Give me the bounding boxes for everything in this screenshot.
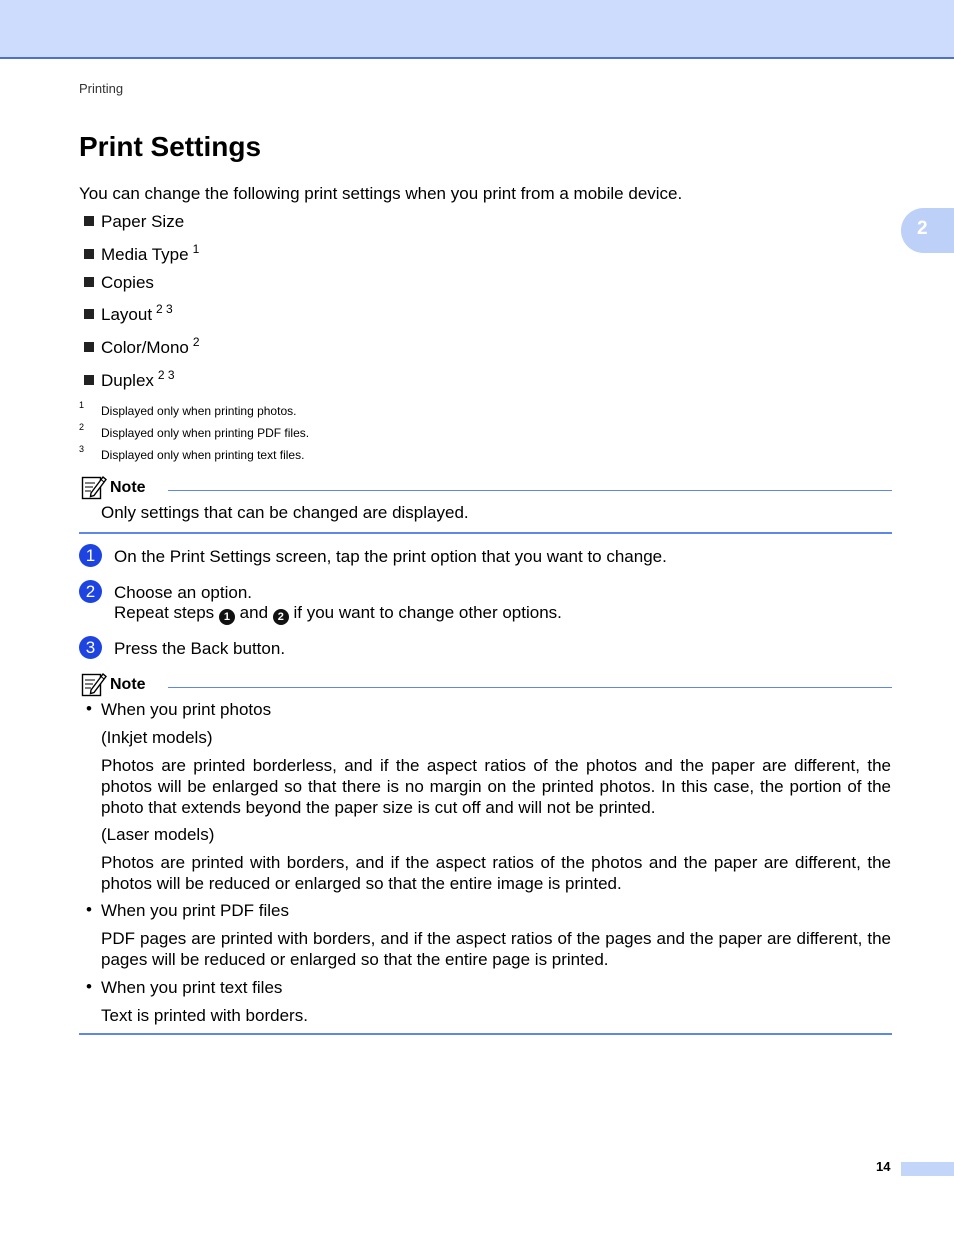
note-bullet-heading: When you print text files xyxy=(101,978,283,997)
note-pencil-icon xyxy=(81,474,107,500)
step-subtext-mid: and xyxy=(239,603,269,622)
footnote-ref: 2 3 xyxy=(156,302,173,316)
step-subtext xyxy=(114,602,562,625)
step-ref-icon[interactable]: 2 xyxy=(273,609,289,625)
bullet-dot: • xyxy=(86,977,92,996)
setting-label: Media Type xyxy=(101,245,189,264)
note-pencil-icon xyxy=(81,671,107,697)
footnote-ref: 2 xyxy=(192,335,200,349)
footnote-number: 2 xyxy=(79,422,85,432)
note-divider xyxy=(168,687,892,688)
step-text: Choose an option. xyxy=(114,583,252,602)
step-number: 1 xyxy=(79,544,102,567)
chapter-number: 2 xyxy=(917,218,928,239)
note-paragraph: Photos are printed borderless, and if the aspect ratios of the photos and the paper are different, the photos will be enlarged so that there is no margin on the printed photos. In this case, the portion of the photo that extends beyond the paper size is cut off and will not be printed. xyxy=(101,756,891,817)
note-paragraph: Photos are printed with borders, and if the aspect ratios of the photos and the paper are different, the photos will be reduced or enlarged so that the entire image is printed. xyxy=(101,853,891,893)
bullet-square xyxy=(84,216,94,226)
footnote-text: Displayed only when printing photos. xyxy=(101,404,297,418)
footnote-text: Displayed only when printing text files. xyxy=(101,448,305,462)
bullet-square xyxy=(84,309,94,319)
model-label: (Inkjet models) xyxy=(101,728,213,747)
note-end-rule xyxy=(79,532,892,534)
note-header xyxy=(81,671,892,697)
note-divider xyxy=(168,490,892,491)
chapter-tab[interactable] xyxy=(901,208,954,253)
header-bar xyxy=(0,0,954,59)
bullet-square xyxy=(84,342,94,352)
list-item xyxy=(84,368,175,391)
footnote-number: 1 xyxy=(79,400,85,410)
list-item xyxy=(84,302,173,325)
intro-text: You can change the following print settings when you print from a mobile device. xyxy=(79,184,683,203)
step-text: Press the Back button. xyxy=(114,639,286,658)
step-number: 3 xyxy=(79,636,102,659)
note-paragraph: Text is printed with borders. xyxy=(101,1006,308,1025)
breadcrumb: Printing xyxy=(79,81,124,96)
step-text: On the Print Settings screen, tap the print option that you want to change. xyxy=(114,547,667,566)
bullet-square xyxy=(84,277,94,287)
note-bullet-heading: When you print PDF files xyxy=(101,901,290,920)
list-item xyxy=(84,335,200,358)
note-label: Note xyxy=(110,479,146,496)
page-number-bar xyxy=(901,1162,954,1176)
setting-label: Copies xyxy=(101,273,154,292)
list-item xyxy=(84,212,188,232)
note-bullet-heading: When you print photos xyxy=(101,700,272,719)
setting-label: Color/Mono xyxy=(101,338,189,357)
note-text: Only settings that can be changed are displayed. xyxy=(101,503,469,522)
setting-label: Paper Size xyxy=(101,212,185,231)
note-end-rule xyxy=(79,1033,892,1035)
setting-label: Duplex xyxy=(101,371,154,390)
note-label: Note xyxy=(110,676,146,693)
list-item xyxy=(84,273,158,293)
footnote-ref: 1 xyxy=(192,242,200,256)
footnote-text: Displayed only when printing PDF files. xyxy=(101,426,310,440)
page-title: Print Settings xyxy=(79,131,262,162)
footnote-ref: 2 3 xyxy=(157,368,175,382)
step-ref-icon[interactable]: 1 xyxy=(219,609,235,625)
list-item xyxy=(84,242,200,265)
note-header xyxy=(81,474,892,500)
setting-label: Layout xyxy=(101,305,153,324)
step-subtext-start: Repeat steps xyxy=(114,603,215,622)
page-number: 14 xyxy=(876,1159,891,1174)
bullet-square xyxy=(84,375,94,385)
step-subtext-end: if you want to change other options. xyxy=(293,603,562,622)
bullet-dot: • xyxy=(86,699,92,718)
model-label: (Laser models) xyxy=(101,825,215,844)
bullet-square xyxy=(84,249,94,259)
note-paragraph: PDF pages are printed with borders, and if the aspect ratios of the pages and the paper are different, the pages will be reduced or enlarged so that the entire page is printed. xyxy=(101,929,891,969)
step-number: 2 xyxy=(79,580,102,603)
bullet-dot: • xyxy=(86,900,92,919)
footnote-number: 3 xyxy=(79,444,85,454)
